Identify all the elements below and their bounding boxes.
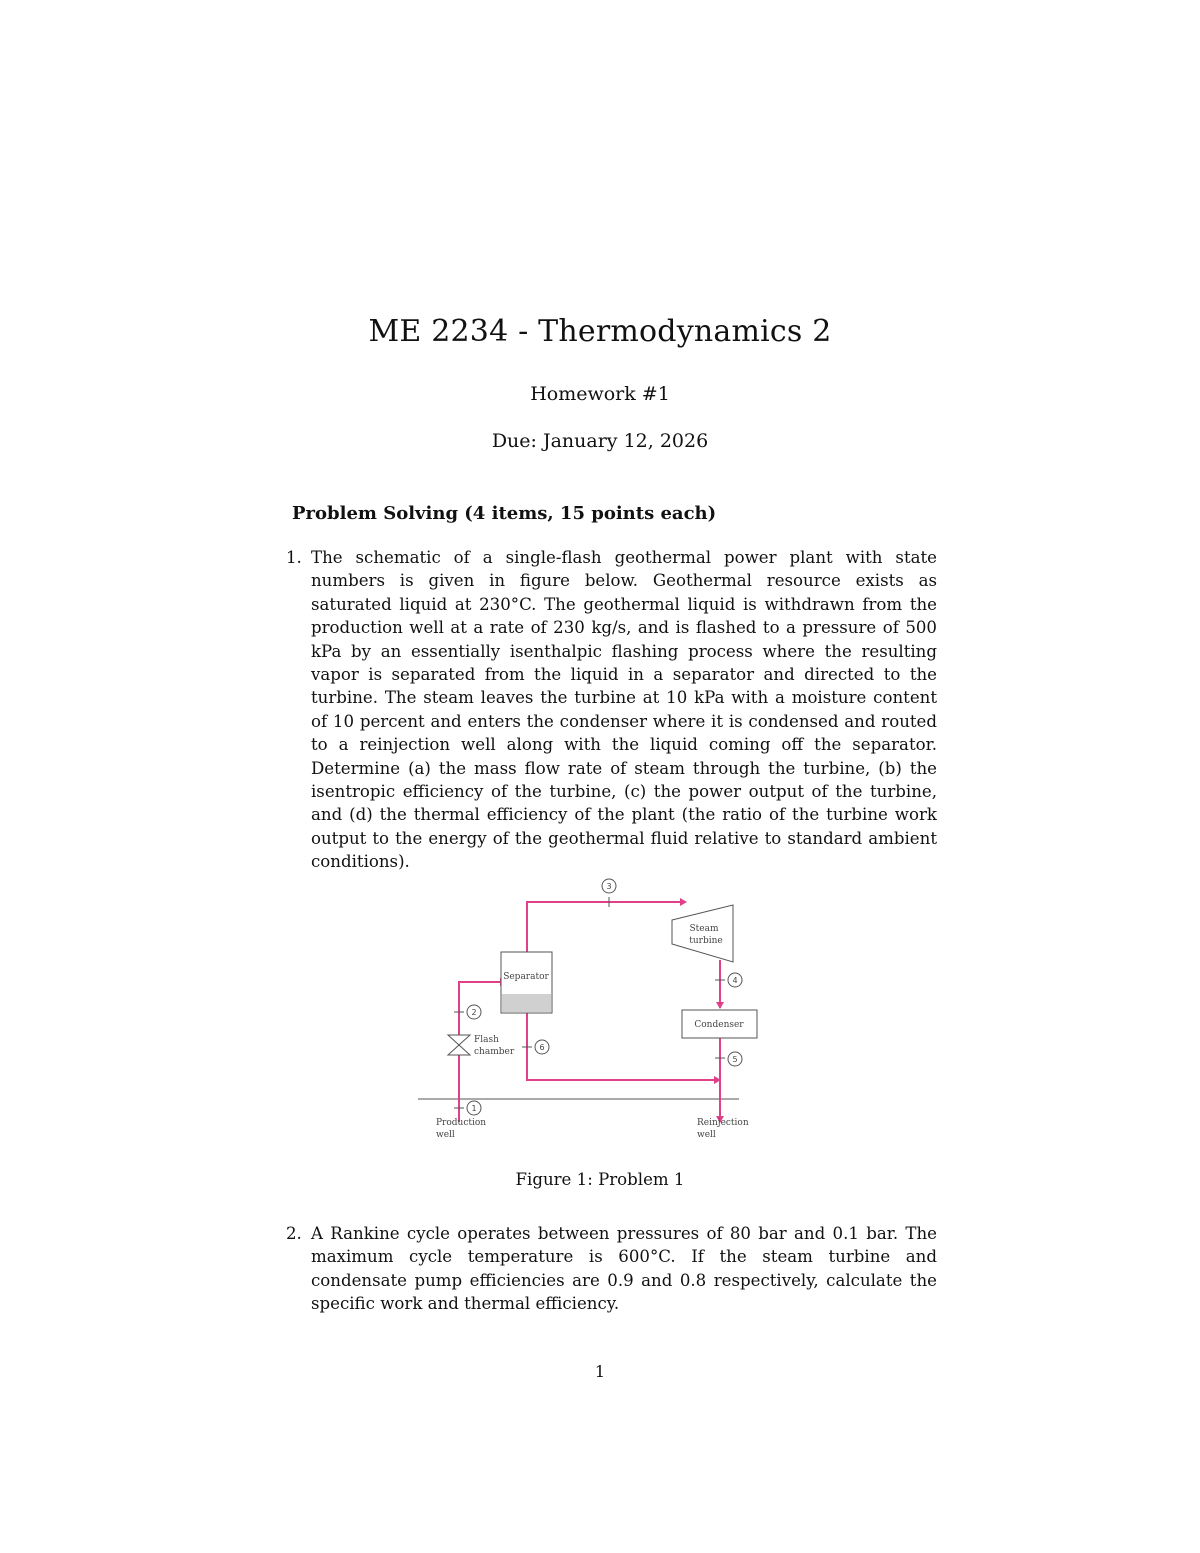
state-4-marker — [728, 973, 742, 987]
arrow-into-turbine — [680, 898, 687, 906]
svg-text:1: 1 — [471, 1104, 477, 1113]
svg-text:5: 5 — [732, 1055, 738, 1064]
svg-text:2: 2 — [471, 1008, 477, 1017]
chamber-label: chamber — [474, 1047, 515, 1057]
figure-caption: Figure 1: Problem 1 — [515, 1170, 685, 1189]
problem-number: 1. — [286, 548, 302, 567]
state-1-marker — [467, 1101, 481, 1115]
steam-turbine — [672, 905, 733, 962]
flash-chamber — [448, 1035, 515, 1057]
section-heading: Problem Solving (4 items, 15 points each) — [292, 503, 717, 524]
production-label: Production — [436, 1118, 487, 1128]
flash-valve-icon — [448, 1035, 470, 1055]
condenser-label: Condenser — [694, 1020, 744, 1030]
arrow-into-condenser — [716, 1002, 724, 1009]
flash-label: Flash — [474, 1035, 499, 1045]
homework-label: Homework #1 — [530, 383, 670, 405]
geothermal-plant-figure — [414, 872, 774, 1148]
state-5-marker — [728, 1052, 742, 1066]
condenser — [682, 1010, 757, 1038]
problem-number: 2. — [286, 1224, 302, 1243]
reinjection-well-label: well — [697, 1130, 716, 1140]
separator-label: Separator — [503, 972, 549, 982]
pipe-steam — [527, 902, 684, 952]
reinjection-label: Reinjection — [697, 1118, 749, 1128]
problem-item — [286, 546, 937, 874]
document-title: ME 2234 - Thermodynamics 2 — [368, 314, 832, 349]
state-2-marker — [467, 1005, 481, 1019]
turbine-label-turbine: turbine — [689, 936, 723, 946]
svg-text:4: 4 — [732, 976, 738, 985]
separator — [501, 952, 552, 1013]
due-date: Due: January 12, 2026 — [491, 430, 709, 452]
production-well-label: well — [436, 1130, 455, 1140]
state-3-marker — [602, 879, 616, 893]
page-number: 1 — [594, 1362, 606, 1381]
problem-item — [286, 1222, 937, 1316]
state-6-marker — [535, 1040, 549, 1054]
svg-text:3: 3 — [606, 882, 612, 891]
turbine-label-steam: Steam — [689, 924, 719, 934]
problem-text: A Rankine cycle operates between pressures of 80 bar and 0.1 bar. The maximum cycle temperature is 600°C. If the steam turbine and condensate pump efficiencies are 0.9 and 0.8 respectively, calculate the specific work and thermal efficiency. — [311, 1224, 937, 1314]
problem-text: The schematic of a single-flash geothermal power plant with state numbers is given in figure below. Geothermal resource exists as saturated liquid at 230°C. The geothermal liquid is withdrawn from the production well at a rate of 230 kg/s, and is flashed to a pressure of 500 kPa by an essentially isenthalpic flashing process where the resulting vapor is separated from the liquid in a separator and directed to the turbine. The steam leaves the turbine at 10 kPa with a moisture content of 10 percent and enters the condenser where it is condensed and routed to a reinjection well along with the liquid coming off the separator. Determine (a) the mass flow rate of steam through the turbine, (b) the isentropic efficiency of the turbine, (c) the power output of the turbine, and (d) the thermal efficiency of the plant (the ratio of the turbine work output to the energy of the geothermal fluid relative to standard ambient conditions). — [311, 548, 937, 872]
separator-liquid — [502, 994, 551, 1012]
svg-text:6: 6 — [539, 1043, 545, 1052]
